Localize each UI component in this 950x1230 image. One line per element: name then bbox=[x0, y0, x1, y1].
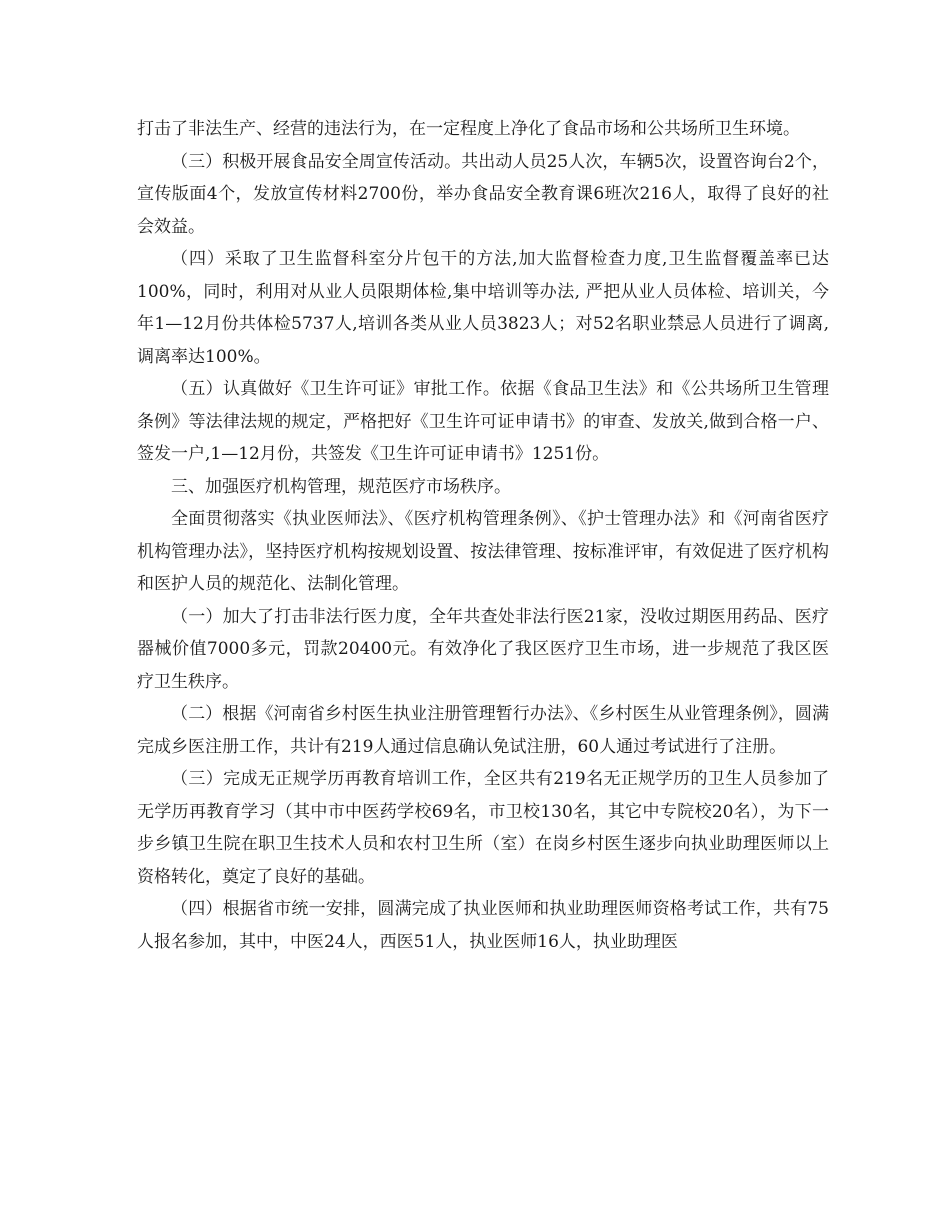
paragraph-10: （四）根据省市统一安排，圆满完成了执业医师和执业助理医师资格考试工作，共有75人报名参加，其中，中医24人，西医51人，执业医师16人，执业助理医 bbox=[137, 899, 829, 952]
paragraph-1: 打击了非法生产、经营的违法行为，在一定程度上净化了食品市场和公共场所卫生环境。 bbox=[137, 119, 800, 139]
section-heading: 三、加强医疗机构管理，规范医疗市场秩序。 bbox=[171, 476, 511, 497]
paragraph-4: （五）认真做好《卫生许可证》审批工作。依据《食品卫生法》和《公共场所卫生管理条例》等法律法规的规定，严格把好《卫生许可证申请书》的审查、发放关,做到合格一户、签发一户,1—12月份，共签发《卫生许可证申请书》1251份。 bbox=[137, 379, 829, 464]
paragraph-7: （一）加大了打击非法行医力度，全年共查处非法行医21家，没收过期医用药品、医疗器械价值7000多元，罚款20400元。有效净化了我区医疗卫生市场，进一步规范了我区医疗卫生秩序。 bbox=[137, 606, 829, 692]
paragraph-8: （二）根据《河南省乡村医生执业注册管理暂行办法》、《乡村医生从业管理条例》，圆满完成乡医注册工作，共计有219人通过信息确认免试注册，60人通过考试进行了注册。 bbox=[137, 704, 829, 757]
paragraph-2: （三）积极开展食品安全周宣传活动。共出动人员25人次，车辆5次，设置咨询台2个，宣传版面4个，发放宣传材料2700份，举办食品安全教育课6班次216人，取得了良好的社会效益。 bbox=[137, 151, 829, 237]
paragraph-6: 全面贯彻落实《执业医师法》、《医疗机构管理条例》、《护士管理办法》和《河南省医疗机构管理办法》，坚持医疗机构按规划设置、按法律管理、按标准评审，有效促进了医疗机构和医护人员的规范化、法制化管理。 bbox=[137, 509, 829, 594]
paragraph-3: （四）采取了卫生监督科室分片包干的方法,加大监督检查力度,卫生监督覆盖率已达100%，同时，利用对从业人员限期体检,集中培训等办法, 严把从业人员体检、培训关，今年1—12月份共体检5737人,培训各类从业人员3823人；对52名职业禁忌人员进行了调离,调离率达100%。 bbox=[137, 249, 829, 367]
document-body bbox=[137, 113, 829, 958]
paragraph-9: （三）完成无正规学历再教育培训工作，全区共有219名无正规学历的卫生人员参加了无学历再教育学习（其中市中医药学校69名，市卫校130名，其它中专院校20名），为下一步乡镇卫生院在职卫生技术人员和农村卫生所（室）在岗乡村医生逐步向执业助理医师以上资格转化，奠定了良好的基础。 bbox=[137, 769, 829, 887]
